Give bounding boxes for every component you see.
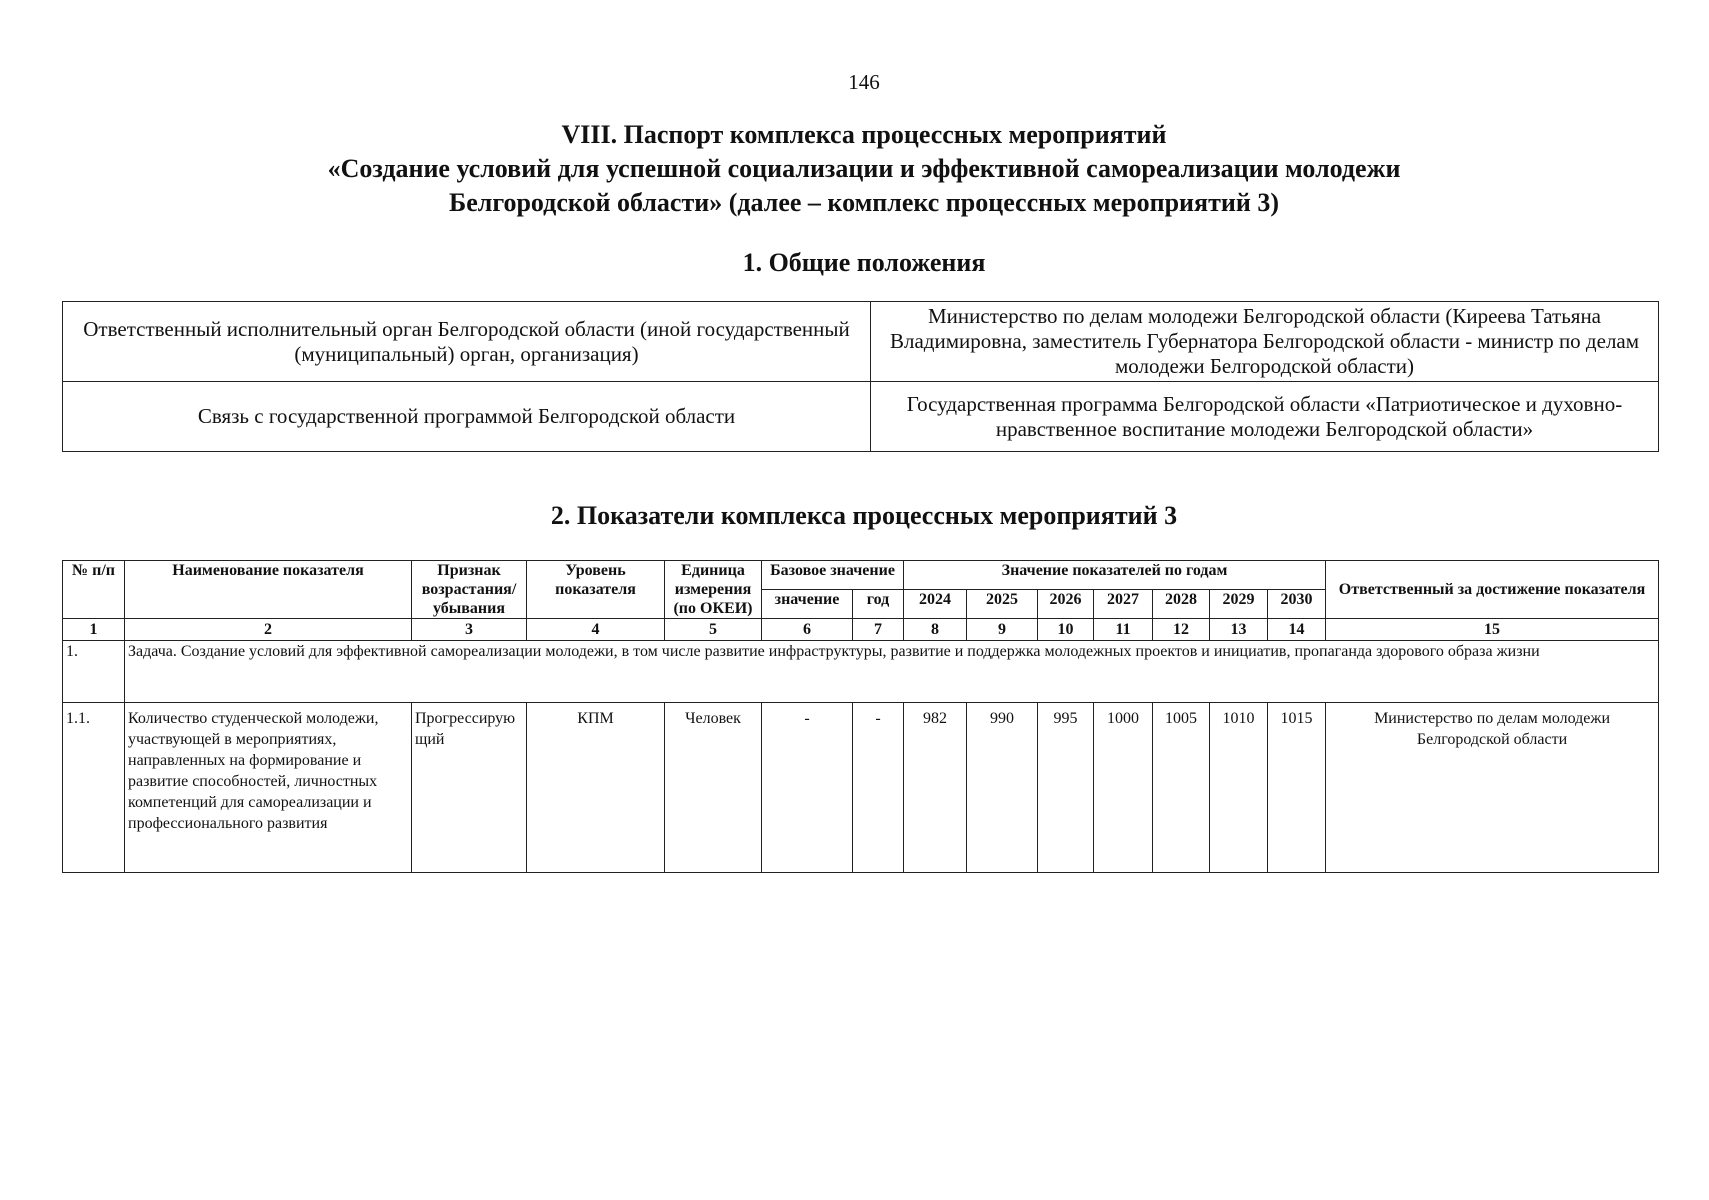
header-year: 2030 (1268, 590, 1326, 619)
section-1-title: 1. Общие положения (742, 248, 986, 277)
header-num: № п/п (63, 561, 125, 619)
column-number: 11 (1094, 619, 1153, 641)
column-number: 1 (63, 619, 125, 641)
program-link-label: Связь с государственной программой Белгородской области (63, 382, 871, 452)
column-number: 3 (412, 619, 527, 641)
header-name: Наименование показателя (125, 561, 412, 619)
column-number: 4 (527, 619, 665, 641)
task-num: 1. (63, 641, 125, 703)
indicator-value-2025: 990 (967, 703, 1038, 873)
responsible-body-label: Ответственный исполнительный орган Белгородской области (иной государственный (муниципальный) орган, организация) (63, 302, 871, 382)
indicator-num: 1.1. (63, 703, 125, 873)
indicator-value-2026: 995 (1038, 703, 1094, 873)
general-provisions-table (62, 301, 1659, 452)
header-year: 2027 (1094, 590, 1153, 619)
title-line-1: VIII. Паспорт комплекса процессных мероприятий (561, 120, 1167, 149)
indicator-base-value: - (762, 703, 853, 873)
header-year: 2025 (967, 590, 1038, 619)
title-line-3: Белгородской области» (далее – комплекс процессных мероприятий 3) (449, 188, 1279, 217)
column-number: 15 (1326, 619, 1659, 641)
header-year: 2024 (904, 590, 967, 619)
header-base-year: год (853, 590, 904, 619)
header-year: 2026 (1038, 590, 1094, 619)
indicator-name: Количество студенческой молодежи, участвующей в мероприятиях, направленных на формирование и развитие способностей, личностных компетенций для самореализации и профессионального развития (125, 703, 412, 873)
header-year: 2028 (1153, 590, 1210, 619)
column-number: 8 (904, 619, 967, 641)
header-sign: Признак возрастания/ убывания (412, 561, 527, 619)
task-text: Задача. Создание условий для эффективной самореализации молодежи, в том числе развитие инфраструктуры, развитие и поддержка молодежных проектов и инициатив, пропаганда здорового образа жизни (125, 641, 1659, 703)
header-row-1 (63, 561, 1659, 590)
indicator-base-year: - (853, 703, 904, 873)
column-number: 2 (125, 619, 412, 641)
column-numbers-row (63, 619, 1659, 641)
general-row (63, 302, 1659, 382)
indicator-value-2027: 1000 (1094, 703, 1153, 873)
header-base-value: значение (762, 590, 853, 619)
page-number: 146 (848, 70, 880, 94)
column-number: 5 (665, 619, 762, 641)
header-responsible: Ответственный за достижение показателя (1326, 561, 1659, 619)
responsible-body-value: Министерство по делам молодежи Белгородской области (Киреева Татьяна Владимировна, заместитель Губернатора Белгородской области - министр по делам молодежи Белгородской области) (871, 302, 1659, 382)
section-2-title: 2. Показатели комплекса процессных мероприятий 3 (550, 501, 1178, 530)
indicator-value-2024: 982 (904, 703, 967, 873)
column-number: 7 (853, 619, 904, 641)
column-number: 14 (1268, 619, 1326, 641)
task-row (63, 641, 1659, 703)
header-base: Базовое значение (762, 561, 904, 590)
indicator-unit: Человек (665, 703, 762, 873)
indicator-value-2028: 1005 (1153, 703, 1210, 873)
column-number: 10 (1038, 619, 1094, 641)
indicator-row (63, 703, 1659, 873)
indicators-table (62, 560, 1659, 873)
header-by-years: Значение показателей по годам (904, 561, 1326, 590)
header-year: 2029 (1210, 590, 1268, 619)
indicator-value-2029: 1010 (1210, 703, 1268, 873)
indicator-sign: Прогрессирующий (412, 703, 527, 873)
header-unit: Единица измерения (по ОКЕИ) (665, 561, 762, 619)
column-number: 9 (967, 619, 1038, 641)
indicator-level: КПМ (527, 703, 665, 873)
program-link-value: Государственная программа Белгородской области «Патриотическое и духовно-нравственное воспитание молодежи Белгородской области» (871, 382, 1659, 452)
column-number: 12 (1153, 619, 1210, 641)
indicator-value-2030: 1015 (1268, 703, 1326, 873)
document-title (0, 118, 1709, 220)
indicator-responsible: Министерство по делам молодежи Белгородской области (1326, 703, 1659, 873)
column-number: 13 (1210, 619, 1268, 641)
general-row (63, 382, 1659, 452)
column-number: 6 (762, 619, 853, 641)
title-line-2: «Создание условий для успешной социализации и эффективной самореализации молодежи (327, 154, 1401, 183)
header-level: Уровень показателя (527, 561, 665, 619)
